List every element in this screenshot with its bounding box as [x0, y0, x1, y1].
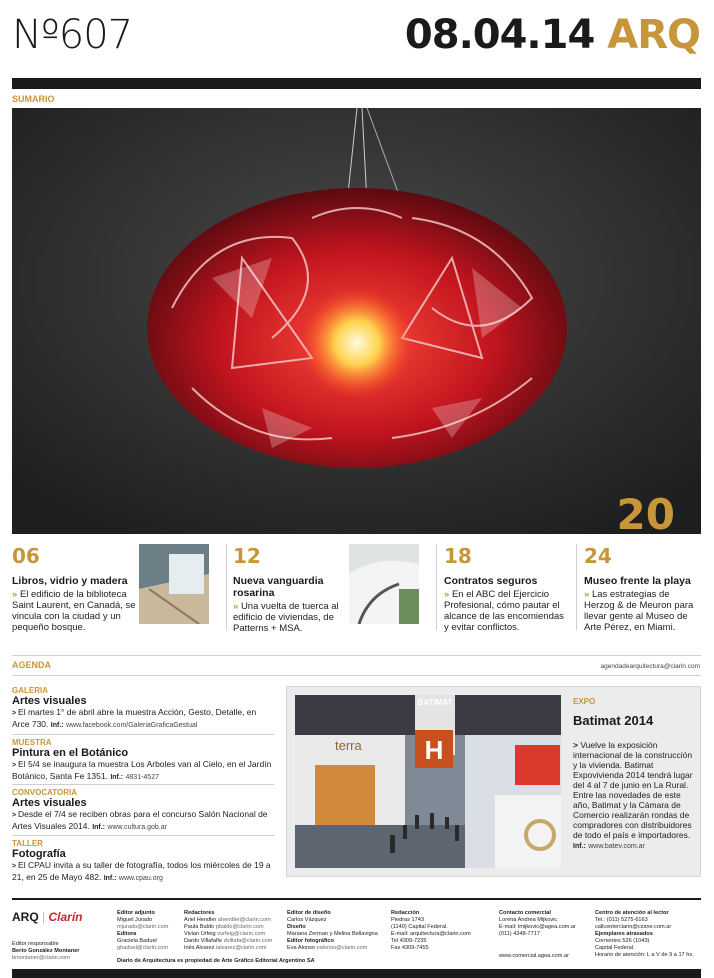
- expo-label: EXPO: [573, 697, 596, 706]
- arrow-icon: »: [233, 601, 241, 612]
- bottom-bar: [12, 969, 701, 978]
- footer-line: Graciela Baduel: [117, 938, 157, 944]
- teaser-text: » Las estrategias de Herzog & de Meuron para llevar gente al Museo de Arte Pérez, en Miami.: [584, 589, 694, 633]
- footer-line: Lorena Andrea Mijkovic: [499, 917, 558, 923]
- teaser-number: 24: [584, 544, 612, 568]
- expo-sign-letter: H: [424, 735, 444, 765]
- hero-photo: [12, 108, 701, 534]
- footer-line: Diseño: [287, 924, 306, 930]
- teaser-12[interactable]: [233, 544, 345, 634]
- footer-line: Ariel Hendler ahendler@clarin.com: [184, 917, 271, 923]
- section-name: ARQ: [607, 12, 700, 58]
- clarin-logo: Clarín: [48, 910, 83, 924]
- footer-line: mjurado@clarin.com: [117, 924, 169, 930]
- footer-line: Capital Federal.: [595, 945, 635, 951]
- arrow-icon: »: [584, 589, 592, 600]
- footer-line: Piedras 1743: [391, 917, 424, 923]
- footer-line: Editor fotográfico: [287, 938, 334, 944]
- teaser-title: Libros, vidrio y madera: [12, 575, 128, 587]
- agenda-rule: [12, 734, 274, 735]
- teaser-title: Museo frente la playa: [584, 575, 691, 587]
- footer-divider-bar: [12, 898, 701, 900]
- footer-line: Editor de diseño: [287, 910, 331, 916]
- agenda-item: [12, 738, 274, 783]
- expo-title: Batimat 2014: [573, 713, 654, 728]
- teaser-number: 12: [233, 544, 261, 568]
- agenda-category: MUESTRA: [12, 738, 52, 747]
- arrow-icon: »: [12, 589, 20, 600]
- teaser-text: » El edificio de la biblioteca Saint Laurent, en Canadá, se vincula con la ciudad y un pequeño bosque.: [12, 589, 136, 633]
- agenda-category: TALLER: [12, 839, 43, 848]
- expo-photo: [295, 695, 561, 868]
- footer-line: Carlos Vázquez: [287, 917, 327, 923]
- expo-hall-photo: [295, 695, 561, 868]
- teaser-number: 18: [444, 544, 472, 568]
- footer-col-4: [391, 910, 491, 952]
- hero-page-number: 20: [616, 490, 675, 534]
- footer-line: E-mail: arquitectura@clarin.com: [391, 931, 471, 937]
- agenda-top-rule: [12, 675, 701, 676]
- agenda-category: CONVOCATORIA: [12, 788, 78, 797]
- agenda-text: > Desde el 7/4 se reciben obras para el concurso Salón Nacional de Artes Visuales 2014. Inf.: www.cultura.gob.ar: [12, 809, 268, 831]
- footer-line: Corrientes 526 (1043): [595, 938, 650, 944]
- footer-line: Dardo Villafañe dvillafa@clarin.com: [184, 938, 273, 944]
- teaser-title: Contratos seguros: [444, 575, 538, 587]
- footer-line: Tel 4309-7235: [391, 938, 427, 944]
- footer-line: Inés Alvarez ialvarez@clarin.com: [184, 945, 267, 951]
- agenda-title: Artes visuales: [12, 695, 87, 707]
- footer-col-6: [595, 910, 705, 959]
- footer-line: Editor adjunto: [117, 910, 155, 916]
- footer-line: Mariana Zerman y Melina Bellavigna: [287, 931, 378, 937]
- footer-line: Contacto comercial: [499, 910, 551, 916]
- agenda-title: Artes visuales: [12, 797, 87, 809]
- footer-line: Paula Baldo pbaldo@clarin.com: [184, 924, 264, 930]
- agenda-item: [12, 839, 274, 884]
- footer-line: (011) 4348-7717: [499, 931, 540, 937]
- footer-col-3: [287, 910, 387, 952]
- agenda-rule: [12, 835, 274, 836]
- footer-logo: ARQ | Clarín: [12, 910, 83, 924]
- teaser-text: » Una vuelta de tuerca al edificio de viviendas, de Patterns + MSA.: [233, 601, 339, 634]
- agenda-divider: [12, 655, 701, 656]
- arrow-icon: »: [444, 589, 452, 600]
- teaser-06-photo: [139, 544, 209, 624]
- library-photo: [139, 544, 209, 624]
- footer-line: Redactores: [184, 910, 215, 916]
- expo-link: www.batev.com.ar: [588, 843, 645, 850]
- footer-col-1: [117, 910, 182, 952]
- teaser-18[interactable]: [444, 544, 568, 633]
- footer-line: Eva Alonso ealonso@clarin.com: [287, 945, 368, 951]
- agenda-rule: [12, 784, 274, 785]
- footer-web[interactable]: www.comercial.agea.com.ar: [499, 953, 569, 959]
- footer-line: (1140) Capital Federal.: [391, 924, 448, 930]
- footer-line: callcenterclarin@cssne.com.ar: [595, 924, 672, 930]
- agenda-text: > El 5/4 se inaugura la muestra Los Arboles van al Cielo, en el Jardín Botánico, Santa Fe 1351. Inf.: 4831-4527: [12, 759, 272, 781]
- top-divider-bar: [12, 78, 701, 89]
- footer-line: Redacción: [391, 910, 420, 916]
- teaser-number: 06: [12, 544, 40, 568]
- teaser-text: » En el ABC del Ejercicio Profesional, cómo pautar el alcance de las encomiendas y evitar conflictos.: [444, 589, 564, 633]
- footer-legal: Diario de Arquitectura es propiedad de Arte Gráfico Editorial Argentino SA: [117, 958, 315, 964]
- teaser-divider: [576, 544, 577, 630]
- footer-editor-resp: Editor responsable Berto González Montaner bmontaner@clarin.com: [12, 941, 80, 961]
- agenda-item: [12, 686, 274, 731]
- footer-line: Vivian Urfeig vurfeig@clarin.com: [184, 931, 266, 937]
- agenda-label: AGENDA: [12, 660, 52, 670]
- sumario-label: SUMARIO: [12, 94, 55, 104]
- expo-banner: BATIMAT: [417, 698, 453, 707]
- teaser-24[interactable]: [584, 544, 702, 633]
- date-text: 08.04.14: [404, 12, 595, 58]
- footer-line: E-mail: lmijkovic@agea.com.ar: [499, 924, 576, 930]
- footer-line: Horario de atención: L a V de 9 a 17 hs.: [595, 952, 694, 958]
- footer-col-5: [499, 910, 589, 938]
- footer-line: gbaduel@clarin.com: [117, 945, 169, 951]
- footer-col-2: [184, 910, 284, 952]
- footer-line: Centro de atención al lector: [595, 910, 669, 916]
- expo-text: > Vuelve la exposición internacional de la construcción y la vivienda. Batimat Expovivienda 2014 tendrá lugar del 4 al 7 de junio en La Rural. Entre las novedades de este año, Batimat y la Cámara de Comercio realizarán rondas de compradores con distribuidores de todo el país e importadores. Inf.: www.batev.com.ar: [573, 740, 693, 850]
- arq-logo: ARQ: [12, 910, 39, 924]
- footer-line: Editora: [117, 931, 137, 937]
- agenda-category: GALERIA: [12, 686, 48, 695]
- issue-date: [405, 12, 700, 58]
- agenda-text: > El CPAU invita a su taller de fotografía, todos los miércoles de 19 a 21, en 25 de Mayo 482. Inf.: www.cpau.org: [12, 860, 271, 882]
- teaser-divider: [226, 544, 227, 630]
- lamp-illustration: [12, 108, 701, 534]
- agenda-text: > El martes 1° de abril abre la muestra Acción, Gesto, Detalle, en Arce 730. Inf.: www.facebook.com/GaleriaGraficaGestual: [12, 707, 257, 729]
- footer-line: Miguel Jurado: [117, 917, 153, 923]
- teaser-divider: [436, 544, 437, 630]
- agenda-title: Fotografía: [12, 848, 66, 860]
- footer-line: Fax 4309-7455: [391, 945, 429, 951]
- footer-line: Ejemplares atrasados: [595, 931, 653, 937]
- building-photo: [349, 544, 419, 624]
- issue-number: Nº607: [12, 12, 133, 58]
- agenda-email[interactable]: agendadearquitectura@clarin.com: [600, 663, 700, 670]
- teaser-12-photo: [349, 544, 419, 624]
- footer-line: Tel.: (011) 5275-6163: [595, 917, 648, 923]
- expo-sign-text: terra: [335, 738, 362, 753]
- teaser-06[interactable]: [12, 544, 136, 633]
- agenda-title: Pintura en el Botánico: [12, 747, 129, 759]
- agenda-item: [12, 788, 274, 833]
- teaser-title: Nueva vanguardia rosarina: [233, 575, 324, 599]
